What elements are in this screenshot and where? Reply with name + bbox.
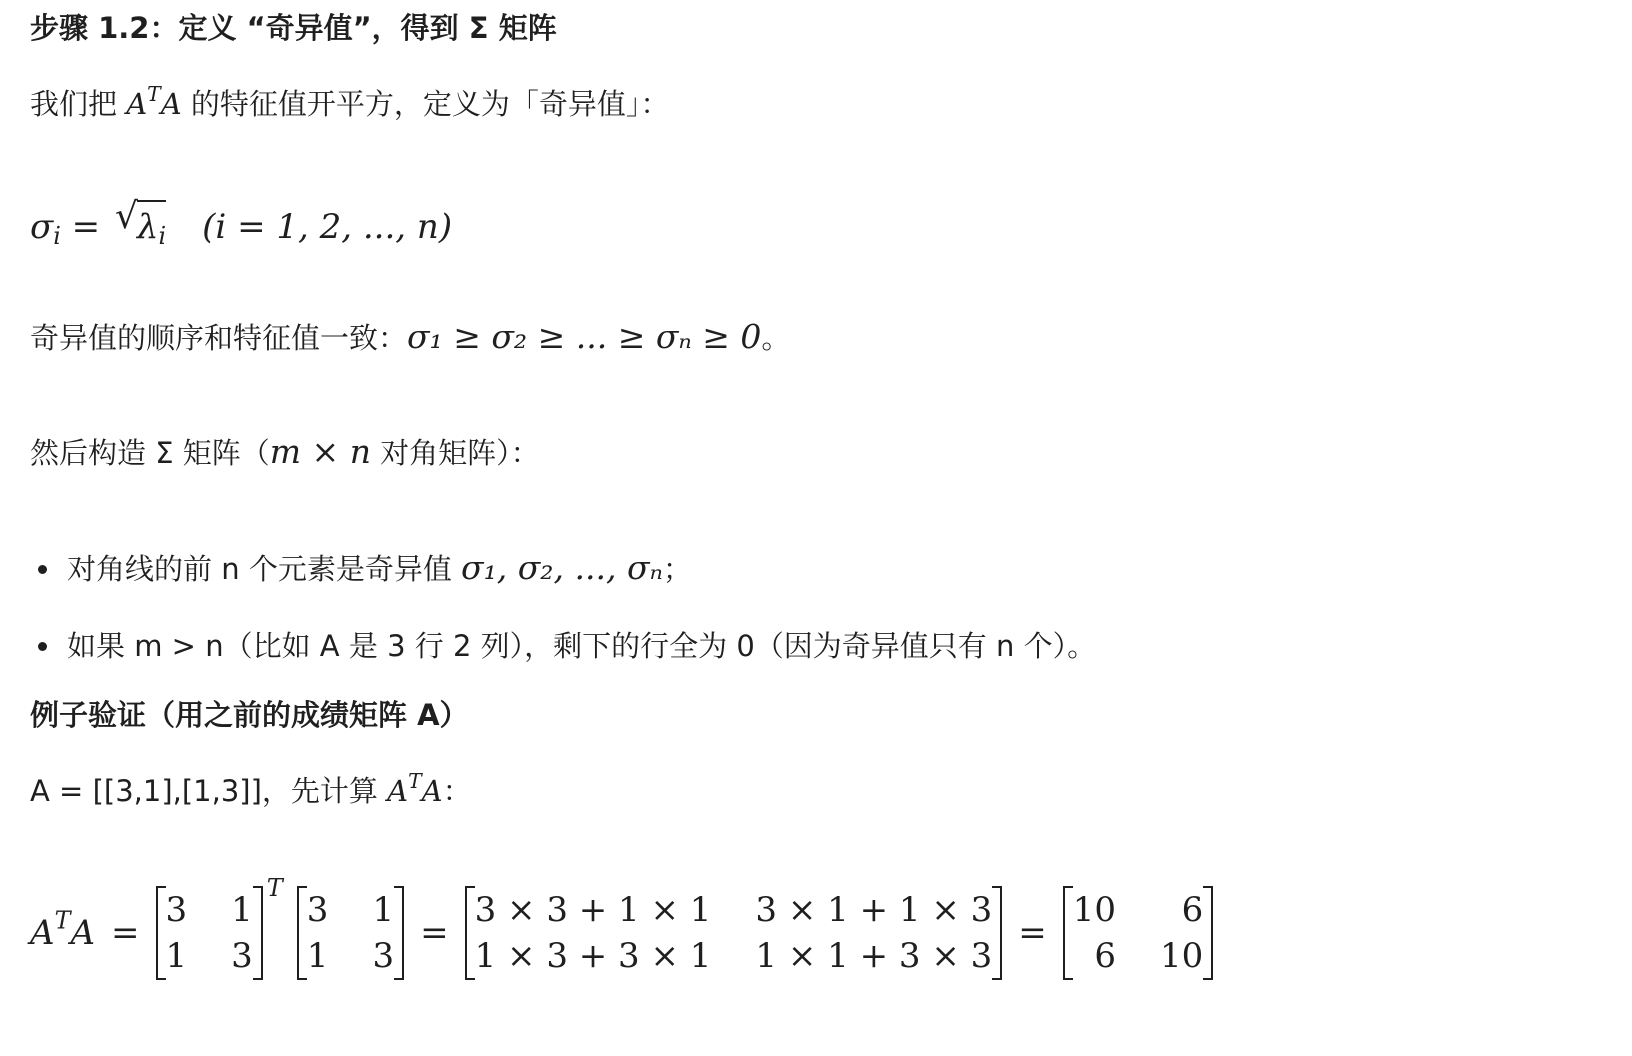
step-heading-suffix: 矩阵	[488, 11, 557, 45]
bullet-dot	[38, 642, 47, 651]
example-text: A = [[3,1],[1,3]]，先计算	[30, 774, 388, 808]
construct-paragraph	[30, 432, 540, 473]
matrix-products	[465, 886, 1003, 980]
matrix-cell: 1	[372, 890, 395, 930]
step-heading-text: 步骤 1.2：定义 “奇异值”，得到	[30, 11, 469, 45]
construct-math: m × n	[269, 432, 371, 471]
matrix-cell: 6	[1181, 890, 1204, 930]
matrix-cell: 10	[1160, 936, 1204, 976]
example-end: ：	[442, 774, 472, 808]
order-inequality: σ₁ ≥ σ₂ ≥ ... ≥ σₙ ≥ 0	[407, 317, 762, 356]
math-A: A	[126, 87, 148, 121]
math-A2: A	[421, 774, 443, 808]
matrix-cell: 3 × 3 + 1 × 1	[474, 890, 712, 930]
matrix-result	[1063, 886, 1214, 980]
matrix-cell: 1	[231, 890, 253, 930]
transpose-superscript: T	[266, 874, 283, 902]
matrix-cell: 1 × 3 + 3 × 1	[474, 936, 712, 976]
list-item	[26, 626, 1096, 666]
lambda-sub: i	[158, 221, 167, 250]
bullet-math: σ₁, σ₂, ..., σₙ	[461, 548, 663, 587]
equals-sign: =	[1018, 913, 1047, 953]
construct-text: 然后构造 Σ 矩阵（	[30, 436, 270, 470]
matrix-cell: 1 × 1 + 3 × 3	[755, 936, 993, 976]
matrix-cell: 3	[231, 936, 253, 976]
matrix-cell: 1	[165, 936, 188, 976]
index-range: (i = 1, 2, ..., n)	[202, 207, 453, 247]
intro-paragraph	[30, 81, 670, 124]
list-item	[26, 548, 692, 589]
math-ATA	[387, 768, 443, 808]
sigma-symbol: Σ	[468, 11, 489, 45]
sqrt-symbol: √ $\lambda_i$	[114, 196, 167, 250]
matrix-cell: 6	[1094, 936, 1117, 976]
step-heading	[30, 8, 557, 48]
sigma-var: σ	[30, 207, 54, 247]
math-ATA	[126, 81, 182, 121]
matrix-cell: 10	[1072, 890, 1117, 930]
matrix-cell: 3	[165, 890, 188, 930]
matrix-cell: 3	[306, 890, 329, 930]
lambda-var: λ	[136, 207, 159, 247]
matrix-cell: 1	[306, 936, 329, 976]
math-transpose: T	[408, 768, 422, 793]
matrix-formula	[30, 874, 1213, 980]
lhs-ATA: $A^TA$	[30, 906, 95, 953]
bullet-text: 对角线的前 n 个元素是奇异值	[67, 552, 462, 586]
example-heading: 例子验证（用之前的成绩矩阵 A）	[30, 698, 469, 732]
singular-value-formula	[30, 196, 453, 250]
equals-sign: =	[420, 913, 449, 953]
intro-text: 我们把	[30, 87, 127, 121]
order-end: 。	[761, 321, 791, 355]
matrix-A	[297, 886, 404, 980]
math-A2: A	[160, 87, 182, 121]
equals-sign: =	[60, 207, 111, 247]
example-paragraph	[30, 768, 472, 811]
math-A: A	[387, 774, 409, 808]
construct-suffix: 对角矩阵）：	[370, 436, 540, 470]
bullet-end: ；	[662, 552, 692, 586]
matrix-A-transposed	[156, 886, 263, 980]
intro-suffix: 的特征值开平方，定义为「奇异值」：	[181, 87, 670, 121]
matrix-cell: 3 × 1 + 1 × 3	[755, 890, 993, 930]
bullet-text: 如果 m > n（比如 A 是 3 行 2 列），剩下的行全为 0（因为奇异值只有 n 个）。	[67, 629, 1097, 663]
equals-sign: =	[111, 913, 140, 953]
sigma-sub: i	[53, 221, 61, 250]
order-paragraph	[30, 317, 790, 358]
order-text: 奇异值的顺序和特征值一致：	[30, 321, 408, 355]
bullet-dot	[38, 565, 47, 574]
math-transpose: T	[147, 81, 161, 106]
matrix-cell: 3	[372, 936, 395, 976]
